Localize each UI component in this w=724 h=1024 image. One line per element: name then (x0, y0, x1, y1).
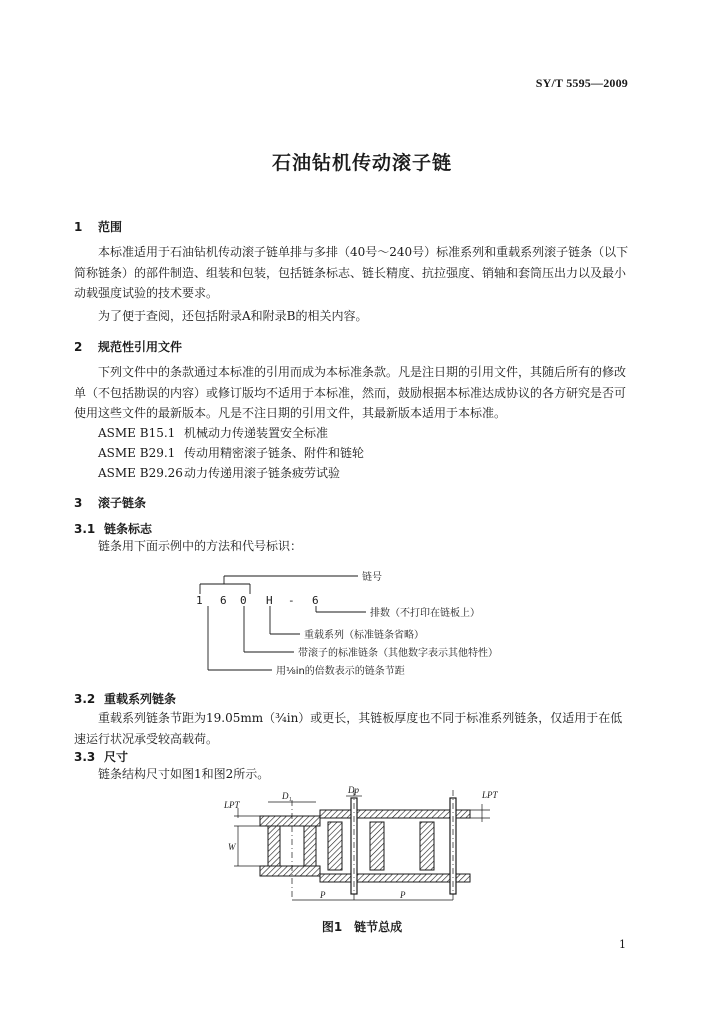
dim-lpt-right: LPT (482, 790, 498, 800)
section-3-heading (74, 494, 146, 511)
standard-number: SY/T 5595—2009 (535, 76, 628, 90)
outer-plate (320, 810, 470, 818)
designation-char: 6 (220, 594, 227, 607)
section-number: 2 (74, 340, 83, 354)
dim-dp: Dp (348, 786, 359, 795)
reference-code: ASME B15.1 (98, 426, 176, 440)
reference-title: 动力传递用滚子链条疲劳试验 (184, 466, 341, 480)
reference-item (98, 444, 364, 461)
reference-item (98, 464, 340, 481)
roller (304, 826, 316, 866)
figure-1-caption: 图1 链节总成 (321, 920, 403, 934)
dim-d1: D₁ (282, 791, 292, 801)
section-3-2-paragraph: 重载系列链条节距为19.05mm（¾in）或更长，其链板厚度也不同于标准系列链条，仅适用于在低速运行状况承受较高载荷。 (74, 711, 623, 746)
section-number: 1 (74, 220, 83, 234)
section-2-heading (74, 338, 182, 355)
section-3-3-heading (74, 748, 128, 765)
section-3-1-paragraph: 链条用下面示例中的方法和代号标识： (98, 539, 303, 553)
document-title: 石油钻机传动滚子链 (271, 152, 452, 174)
section-1-heading (74, 218, 122, 235)
designation-char: - (288, 594, 295, 607)
label-heavy-series: 重载系列（标准链条省略） (304, 630, 424, 641)
section-title: 重载系列链条 (104, 692, 177, 706)
section-title: 链条标志 (104, 522, 153, 536)
section-1-paragraph-1: 本标准适用于石油钻机传动滚子链单排与多排（40号～240号）标准系列和重载系列滚子链条（以下简称链条）的部件制造、组装和包装，包括链条标志、链长精度、抗拉强度、销轴和套筒压出力以及最小动载强度试验的技术要求。 (74, 245, 629, 300)
designation-char: H (266, 594, 273, 607)
section-1-paragraph-2: 为了便于查阅，还包括附录A和附录B的相关内容。 (98, 309, 368, 323)
roller (370, 822, 384, 870)
section-3-2-heading (74, 690, 176, 707)
reference-title: 传动用精密滚子链条、附件和链轮 (184, 446, 365, 460)
section-title: 规范性引用文件 (98, 340, 183, 354)
section-number: 3.3 (74, 750, 96, 764)
section-2-paragraph-1: 下列文件中的条款通过本标准的引用而成为本标准条款。凡是注日期的引用文件，其随后所有的修改单（不包括勘误的内容）或修订版均不适用于本标准，然而，鼓励根据本标准达成协议的各方研究是否可使用这些文件的最新版本。凡是不注日期的引用文件，其最新版本适用于本标准。 (74, 365, 627, 420)
reference-code: ASME B29.1 (98, 446, 176, 460)
dim-lpt-left: LPT (224, 800, 240, 810)
dim-p-1: P (320, 890, 326, 900)
designation-char: 6 (312, 594, 319, 607)
designation-char: 1 (196, 594, 203, 607)
section-title: 范围 (98, 220, 123, 234)
chain-designation-diagram (190, 560, 530, 680)
figure-1-chain-link-assembly (220, 786, 520, 906)
designation-char: 0 (240, 594, 247, 607)
reference-item (98, 424, 328, 441)
section-3-3-paragraph: 链条结构尺寸如图1和图2所示。 (98, 767, 270, 781)
label-roller-chain: 带滚子的标准链条（其他数字表示其他特性） (298, 648, 498, 659)
roller (420, 822, 434, 870)
roller (328, 822, 342, 870)
reference-code: ASME B29.26 (98, 466, 183, 480)
label-chain-number: 链号 (362, 572, 382, 583)
roller (268, 826, 280, 866)
dim-w: W (228, 842, 236, 852)
reference-title: 机械动力传递装置安全标准 (184, 426, 329, 440)
link-plate (260, 816, 320, 826)
section-title: 尺寸 (104, 750, 129, 764)
section-number: 3.1 (74, 522, 96, 536)
label-rows: 排数（不打印在链板上） (370, 608, 480, 619)
section-3-1-heading (74, 520, 152, 537)
section-title: 滚子链条 (98, 496, 147, 510)
dim-p-2: P (400, 890, 406, 900)
page-number: 1 (619, 938, 626, 951)
outer-plate (320, 874, 470, 882)
label-pitch: 用⅛in的倍数表示的链条节距 (276, 666, 405, 677)
section-number: 3.2 (74, 692, 96, 706)
link-plate (260, 866, 320, 876)
section-number: 3 (74, 496, 83, 510)
